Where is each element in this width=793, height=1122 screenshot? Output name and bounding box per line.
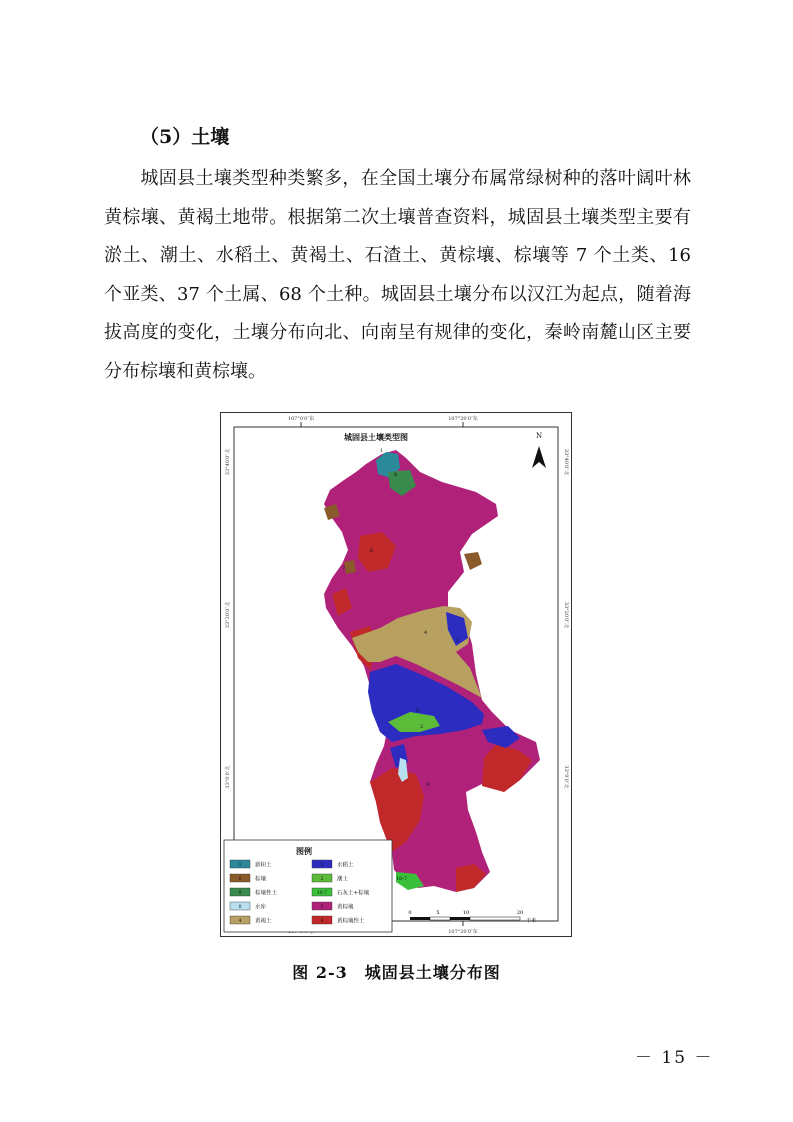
coord-right-3: 33°0′0″北	[563, 765, 569, 789]
scale-tick-0: 0	[408, 910, 412, 916]
coord-right-1: 33°40′0″北	[563, 448, 569, 476]
legend-code: 6	[238, 877, 242, 882]
legend-title: 图例	[296, 846, 312, 856]
coord-left-3: 33°0′0″北	[225, 765, 231, 789]
map-legend	[224, 840, 392, 932]
legend-label: 棕壤性土	[255, 890, 278, 897]
legend-code: 8	[238, 891, 242, 896]
coord-right-2: 33°20′0″北	[563, 601, 569, 629]
scale-seg-2	[430, 917, 450, 920]
body-paragraph	[104, 160, 691, 392]
legend-code: 2	[320, 877, 324, 882]
coord-left-1: 33°40′0″北	[225, 448, 231, 476]
page-number: － 15 －	[635, 1048, 714, 1068]
region-label: 2	[420, 724, 424, 730]
scale-tick-20: 20	[516, 910, 524, 916]
figure-caption: 图 2-3 城固县土壤分布图	[292, 963, 501, 982]
region-label: 5	[416, 708, 420, 714]
region-label: 7	[342, 566, 346, 572]
region-brown-earth-3	[344, 560, 356, 574]
legend-code: 1	[238, 863, 242, 868]
scale-seg-4	[470, 917, 520, 920]
coord-bottom-2: 107°20′0″东	[448, 929, 478, 935]
legend-label: 水稻土	[337, 862, 354, 869]
scale-seg-3	[450, 917, 470, 920]
scale-tick-5: 5	[436, 910, 440, 916]
region-label: 9	[426, 782, 430, 788]
legend-label: 黄棕壤	[337, 904, 354, 911]
scale-unit: 千米	[526, 918, 537, 924]
legend-label: 新积土	[255, 862, 272, 869]
legend-code: 3	[320, 863, 324, 868]
scale-tick-10: 10	[462, 910, 470, 916]
legend-code: 0	[238, 905, 242, 910]
region-label: 4	[424, 630, 428, 636]
north-label: N	[535, 432, 543, 440]
coord-top-1: 107°0′0″东	[287, 416, 315, 422]
scale-seg-1	[410, 917, 430, 920]
region-label: 8	[394, 472, 398, 478]
map-title: 城固县土壤类型图	[344, 432, 408, 442]
region-label: 3	[456, 638, 460, 644]
legend-label: 黄棕壤性土	[337, 918, 365, 925]
legend-code: 10-7	[316, 891, 328, 896]
coord-top-2: 107°20′0″东	[448, 416, 478, 422]
region-label: 10-7	[396, 876, 408, 882]
paragraph-text: 城固县土壤类型种类繁多，在全国土壤分布属常绿树种的落叶阔叶林黄棕壤、黄褐土地带。根据第二次土壤普查资料，城固县土壤类型主要有淤土、潮土、水稻土、黄褐土、石渣土、黄棕壤、棕壤等 7 个土类、16 个亚类、37 个土属、68 个土种。城固县土壤分布以汉江为起点，随着海拔高度的变化，土壤分布向北、向南呈有规律的变化，秦岭南麓山区主要分布棕壤和黄棕壤。	[104, 168, 691, 382]
legend-label: 石灰土+棕壤	[337, 890, 370, 897]
region-label: 1	[380, 448, 384, 454]
legend-code: 9	[320, 919, 324, 924]
region-label: 6	[370, 548, 374, 554]
coord-left-2: 33°20′0″北	[225, 601, 231, 629]
legend-label: 水库	[255, 904, 267, 911]
soil-map	[220, 412, 572, 937]
legend-code: 4	[238, 919, 242, 924]
legend-label: 潮土	[337, 876, 349, 883]
legend-label: 黄褐土	[255, 918, 272, 925]
section-heading: （5）土壤	[140, 126, 230, 148]
legend-code: 5	[320, 905, 324, 910]
legend-label: 棕壤	[255, 876, 267, 883]
soil-map-figure	[220, 412, 572, 937]
